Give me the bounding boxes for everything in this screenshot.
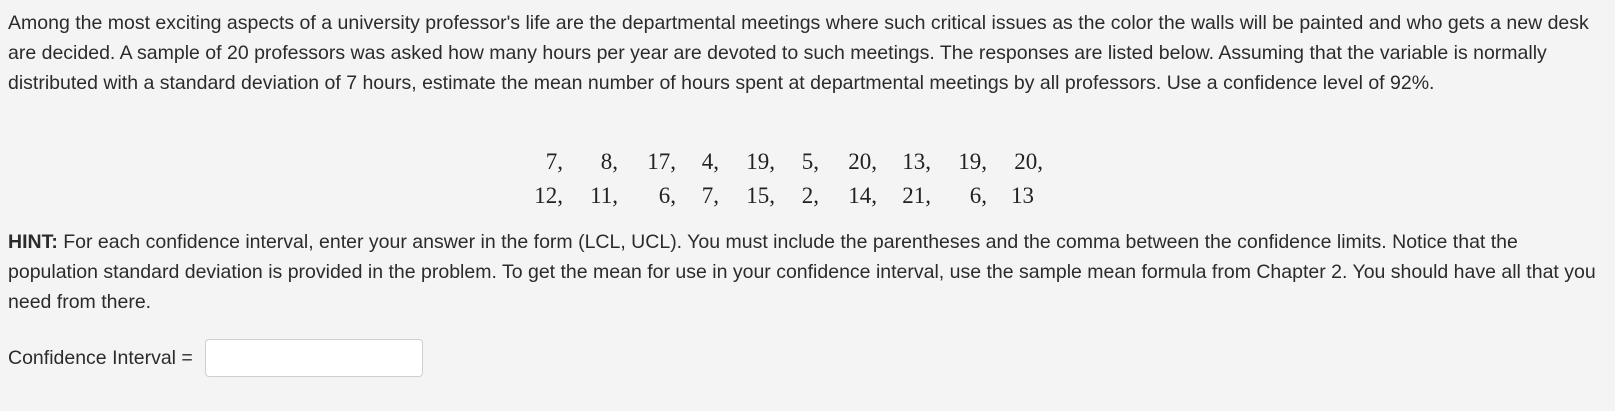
answer-row: [8, 337, 423, 379]
data-row-1: [530, 145, 1043, 179]
data-cell: 7,: [545, 149, 563, 174]
confidence-interval-label: Confidence Interval =: [8, 347, 193, 369]
data-cell: 13: [1011, 183, 1034, 208]
hint-body: For each confidence interval, enter your answer in the form (LCL, UCL). You must include the parentheses and the comma between the confidence limits. Notice that the population standard deviation is provided in the problem. To get the mean for use in your confidence interval, use the sample mean formula from Chapter 2. You should have all that you need from there.: [8, 231, 1596, 313]
data-cell: 14,: [848, 183, 877, 208]
data-table: [530, 145, 1043, 213]
data-row-2: [530, 179, 1043, 213]
data-cell: 17,: [647, 149, 676, 174]
problem-text: Among the most exciting aspects of a university professor's life are the departmental meetings where such critical issues as the color the walls will be painted and who gets a new desk are decided. A sample of 20 professors was asked how many hours per year are devoted to such meetings. The responses are listed below. Assuming that the variable is normally distributed with a standard deviation of 7 hours, estimate the mean number of hours spent at departmental meetings by all professors. Use a confidence level of 92%.: [8, 12, 1589, 94]
data-cell: 19,: [958, 149, 987, 174]
data-cell: 20,: [1014, 149, 1043, 174]
data-cell: 7,: [701, 183, 719, 208]
data-cell: 20,: [848, 149, 877, 174]
data-cell: 12,: [534, 183, 563, 208]
hint-text: [8, 227, 1608, 317]
hint-label: HINT:: [8, 231, 58, 253]
data-cell: 5,: [801, 149, 819, 174]
data-cell: 2,: [801, 183, 819, 208]
data-cell: 21,: [902, 183, 931, 208]
data-cell: 11,: [590, 183, 618, 208]
data-cell: 15,: [746, 183, 775, 208]
data-cell: 8,: [600, 149, 618, 174]
data-cell: 13,: [902, 149, 931, 174]
data-cell: 6,: [969, 183, 987, 208]
data-cell: 19,: [746, 149, 775, 174]
data-cell: 4,: [701, 149, 719, 174]
data-cell: 6,: [658, 183, 676, 208]
confidence-interval-input[interactable]: [205, 339, 423, 377]
